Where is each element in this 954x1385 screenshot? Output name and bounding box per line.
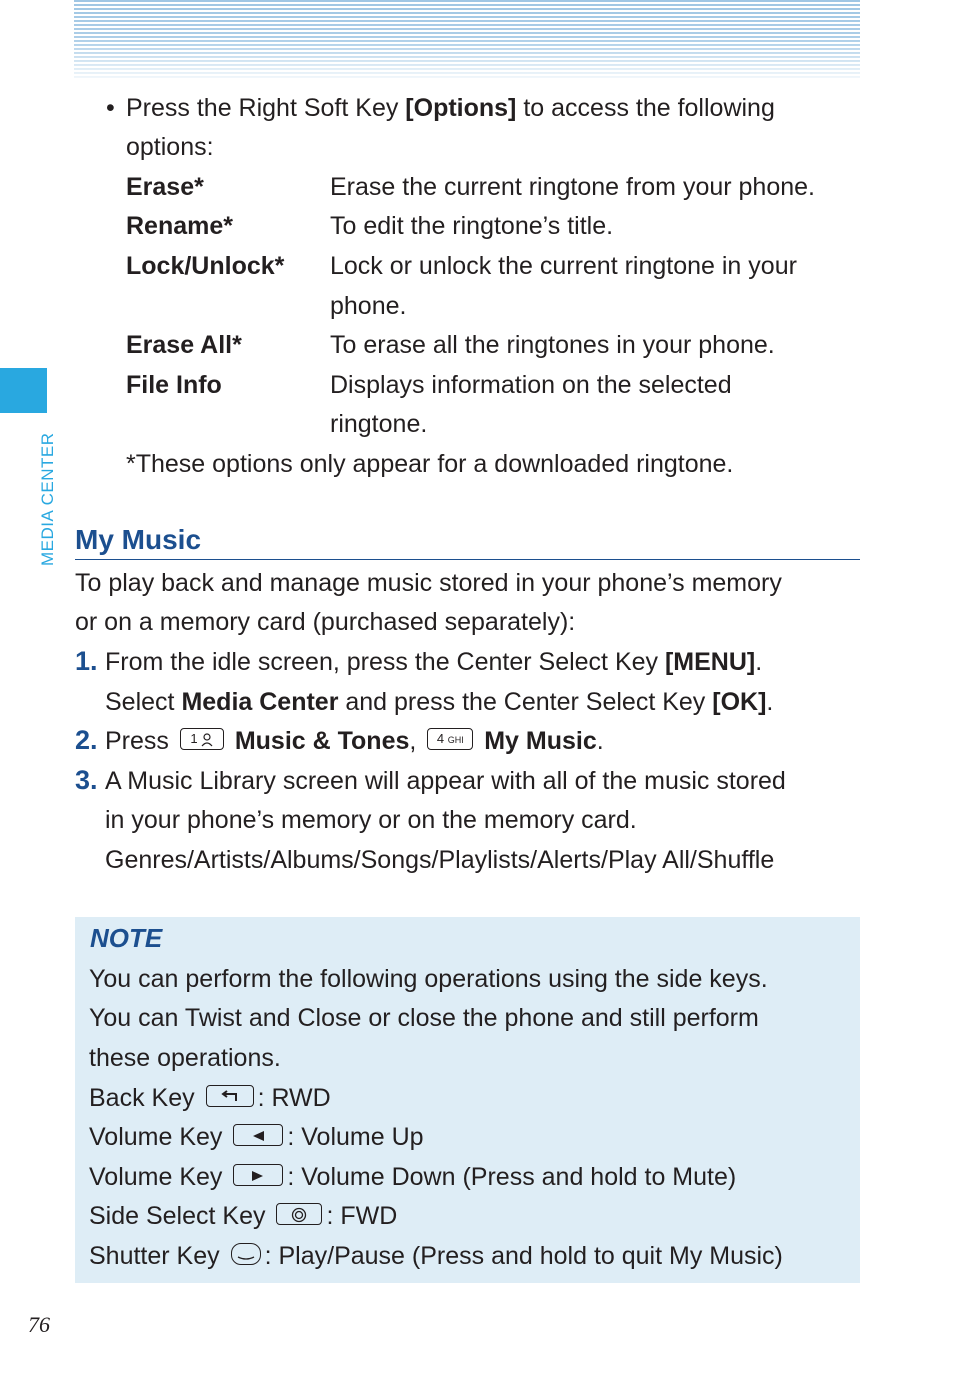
note-key-row: Side Select Key : FWD (89, 1202, 398, 1230)
option-desc-cont: phone. (330, 292, 407, 320)
option-name: Rename* (126, 212, 233, 240)
section-intro-line1: To play back and manage music stored in your phone’s memory (75, 569, 782, 597)
option-desc-cont: ringtone. (330, 410, 428, 438)
side-tab-label: MEDIA CENTER (38, 432, 57, 566)
key-1-icon: 1 (180, 728, 224, 750)
options-intro-line1: Press the Right Soft Key [Options] to access the following (126, 94, 775, 122)
key-4-icon: 4 GHI (427, 728, 473, 750)
option-name: Erase* (126, 173, 204, 201)
step3-line3: Genres/Artists/Albums/Songs/Playlists/Alerts/Play All/Shuffle (105, 846, 775, 874)
header-stripes (74, 0, 860, 78)
volume-up-key-icon (233, 1124, 283, 1146)
option-name: Erase All* (126, 331, 242, 359)
note-key-row: Shutter Key : Play/Pause (Press and hold to quit My Music) (89, 1242, 783, 1270)
option-desc: To edit the ringtone’s title. (330, 212, 614, 240)
step3-line2: in your phone’s memory or on the memory card. (105, 806, 637, 834)
step-number: 3. (75, 765, 98, 795)
shutter-key-icon (231, 1243, 261, 1265)
step-number: 2. (75, 725, 98, 755)
note-title: NOTE (90, 923, 163, 953)
option-desc: Erase the current ringtone from your phone. (330, 173, 815, 201)
step1-line2: Select Media Center and press the Center Select Key [OK]. (105, 688, 774, 716)
options-footnote: *These options only appear for a downloaded ringtone. (126, 450, 734, 478)
step3-line1: A Music Library screen will appear with all of the music stored (105, 767, 786, 795)
option-name: Lock/Unlock* (126, 252, 285, 280)
side-tab-marker (0, 368, 47, 413)
side-select-key-icon (276, 1203, 322, 1225)
note-line2: You can Twist and Close or close the phone and still perform (89, 1004, 759, 1032)
page-number: 76 (28, 1312, 50, 1337)
section-intro-line2: or on a memory card (purchased separately): (75, 608, 576, 636)
note-line3: these operations. (89, 1044, 281, 1072)
section-title: My Music (75, 520, 860, 560)
step-number: 1. (75, 646, 98, 676)
option-desc: Lock or unlock the current ringtone in your (330, 252, 797, 280)
step2-line: Press 1 Music & Tones, 4 GHI My Music. (105, 727, 604, 755)
options-bullet: • (106, 94, 115, 122)
option-desc: Displays information on the selected (330, 371, 732, 399)
step1-line1: From the idle screen, press the Center Select Key [MENU]. (105, 648, 763, 676)
back-key-icon (206, 1085, 254, 1107)
option-desc: To erase all the ringtones in your phone. (330, 331, 775, 359)
note-key-row: Volume Key : Volume Down (Press and hold to Mute) (89, 1163, 737, 1191)
option-name: File Info (126, 371, 222, 399)
note-key-row: Back Key : RWD (89, 1084, 331, 1112)
options-intro-line2: options: (126, 133, 214, 161)
note-line1: You can perform the following operations using the side keys. (89, 965, 768, 993)
volume-down-key-icon (233, 1164, 283, 1186)
note-key-row: Volume Key : Volume Up (89, 1123, 424, 1151)
